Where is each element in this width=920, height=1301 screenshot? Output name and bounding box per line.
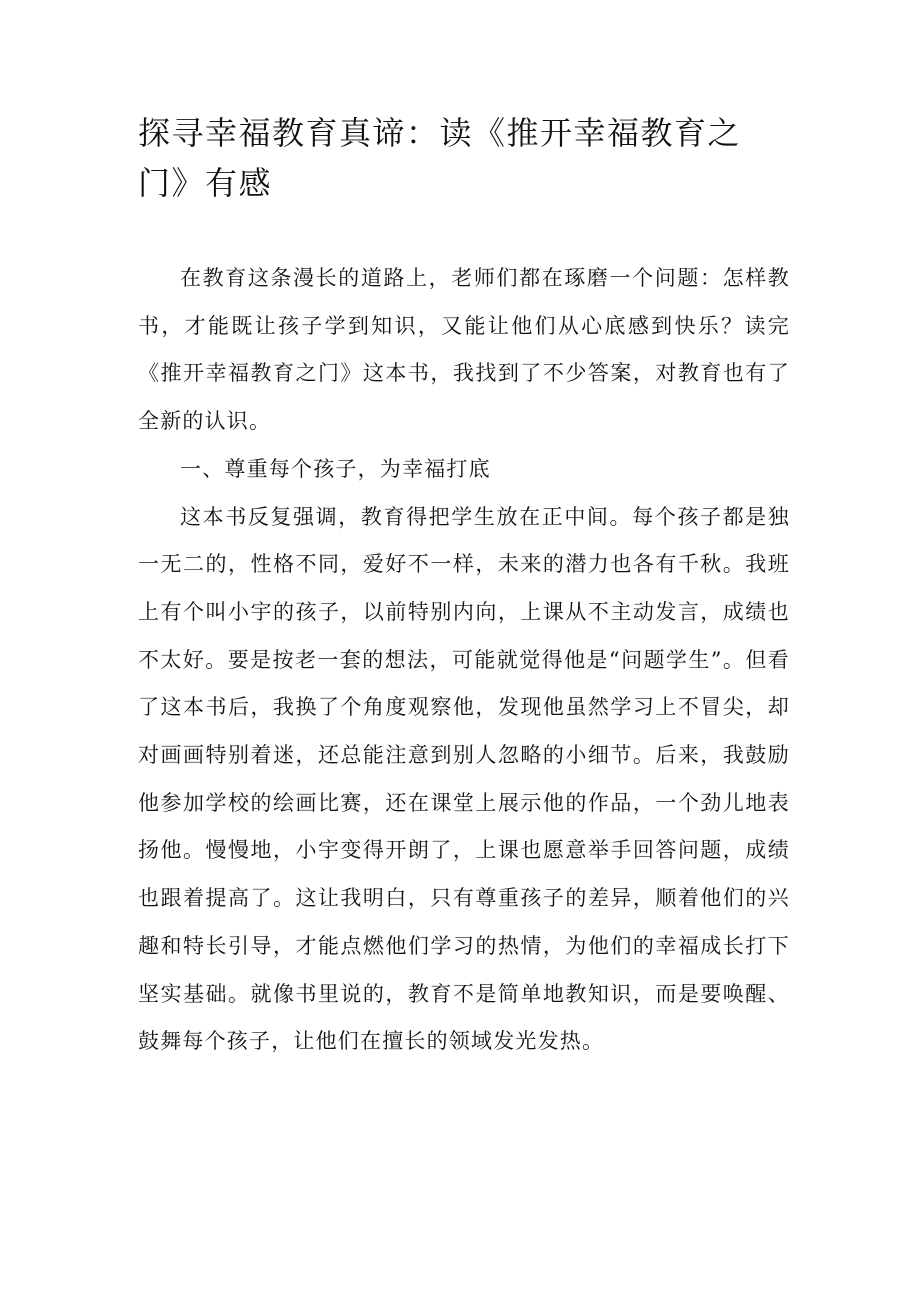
body-paragraph: 这本书反复强调，教育得把学生放在正中间。每个孩子都是独一无二的，性格不同，爱好不一样，未来的潜力也各有千秋。我班上有个叫小宇的孩子，以前特别内向，上课从不主动发言，成绩也不太好。要是按老一套的想法，可能就觉得他是“问题学生”。但看了这本书后，我换了个角度观察他，发现他虽然学习上不冒尖，却对画画特别着迷，还总能注意到别人忽略的小细节。后来，我鼓励他参加学校的绘画比赛，还在课堂上展示他的作品，一个劲儿地表扬他。慢慢地，小宇变得开朗了，上课也愿意举手回答问题，成绩也跟着提高了。这让我明白，只有尊重孩子的差异，顺着他们的兴趣和特长引导，才能点燃他们学习的热情，为他们的幸福成长打下坚实基础。就像书里说的，教育不是简单地教知识，而是要唤醒、鼓舞每个孩子，让他们在擅长的领域发光发热。: [138, 504, 790, 1054]
document-title: 探寻幸福教育真谛：读《推开幸福教育之门》有感: [138, 114, 742, 202]
document-body: [138, 255, 790, 1066]
intro-paragraph: 在教育这条漫长的道路上，老师们都在琢磨一个问题：怎样教书，才能既让孩子学到知识，又能让他们从心底感到快乐？读完《推开幸福教育之门》这本书，我找到了不少答案，对教育也有了全新的认识。: [138, 266, 790, 434]
section-heading: 一、尊重每个孩子，为幸福打底: [180, 456, 491, 481]
